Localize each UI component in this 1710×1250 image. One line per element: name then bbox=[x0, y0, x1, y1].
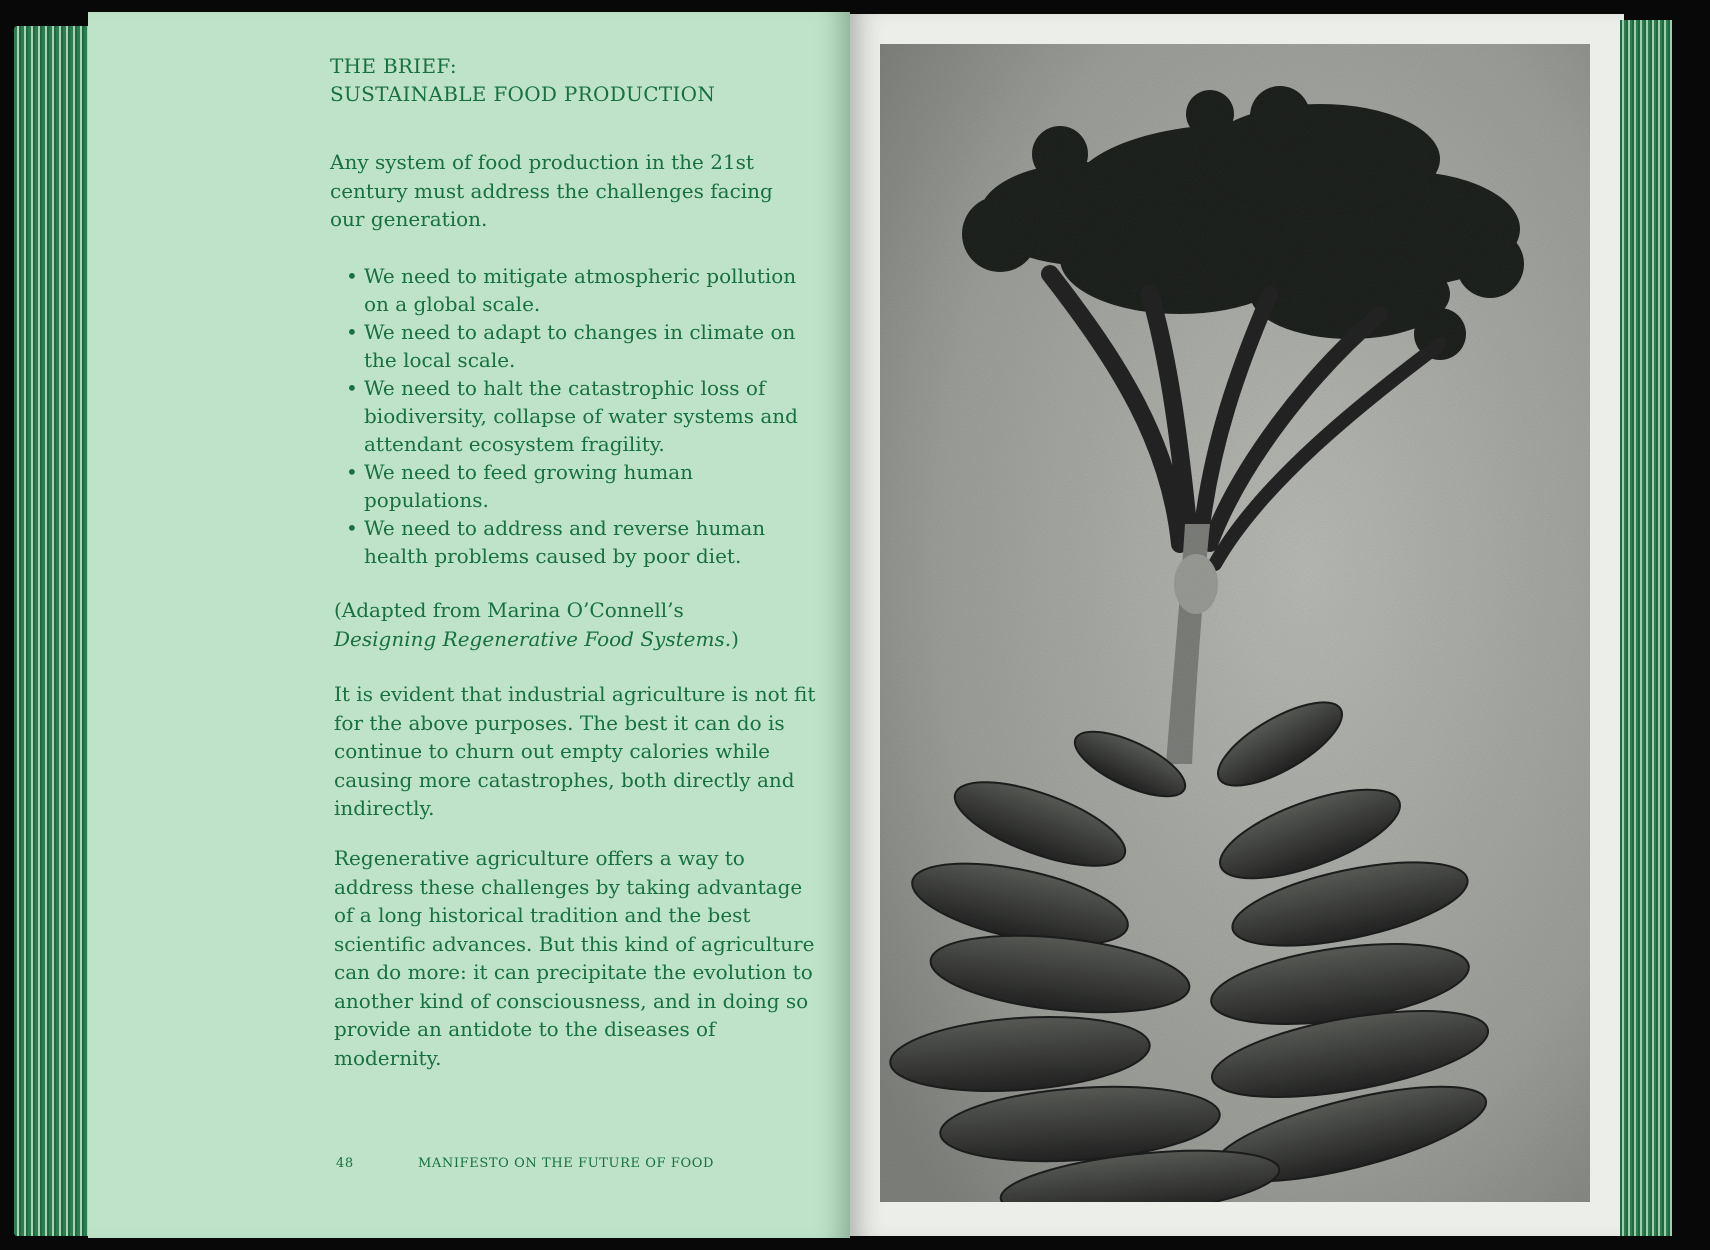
challenges-list bbox=[346, 262, 816, 570]
citation-prefix: (Adapted from Marina O’Connell’s bbox=[334, 598, 684, 622]
citation-book-title: Designing Regenerative Food Systems. bbox=[334, 626, 732, 651]
challenge-health: • We need to address and reverse human health problems caused by poor diet. bbox=[346, 514, 816, 570]
page-number: 48 bbox=[336, 1156, 354, 1171]
challenge-feeding: • We need to feed growing human populations. bbox=[346, 458, 816, 514]
running-title: MANIFESTO ON THE FUTURE OF FOOD bbox=[418, 1156, 715, 1171]
brief-title-line-2: SUSTAINABLE FOOD PRODUCTION bbox=[330, 82, 716, 106]
industrial-agriculture-paragraph: It is evident that industrial agriculture is not fit for the above purposes. The best it can do is continue to churn out empty calories while causing more catastrophes, both directly and indirectly. bbox=[334, 682, 816, 820]
challenge-pollution: • We need to mitigate atmospheric pollution on a global scale. bbox=[346, 262, 816, 318]
intro-paragraph: Any system of food production in the 21st century must address the challenges facing our generation. bbox=[330, 150, 773, 231]
succulent-photograph bbox=[880, 44, 1590, 1202]
regenerative-agriculture-paragraph: Regenerative agriculture offers a way to address these challenges by taking advantage of a long historical tradition and the best scientific advances. But this kind of agriculture can do more: it can precipitate the evolution to another kind of consciousness, and in doing so provide an antidote to the diseases of modernity. bbox=[334, 846, 815, 1070]
citation bbox=[334, 596, 814, 653]
right-page-edges bbox=[1620, 20, 1672, 1236]
brief-title bbox=[330, 52, 920, 108]
left-page-text bbox=[330, 52, 920, 1070]
left-page-edges bbox=[14, 26, 98, 1236]
challenge-biodiversity: • We need to halt the catastrophic loss of biodiversity, collapse of water systems and attendant ecosystem fragility. bbox=[346, 374, 816, 458]
brief-title-line-1: THE BRIEF: bbox=[330, 54, 457, 78]
challenge-climate: • We need to adapt to changes in climate on the local scale. bbox=[346, 318, 816, 374]
citation-suffix: ) bbox=[731, 626, 739, 651]
page-footer bbox=[336, 1156, 836, 1171]
left-page bbox=[88, 12, 850, 1238]
